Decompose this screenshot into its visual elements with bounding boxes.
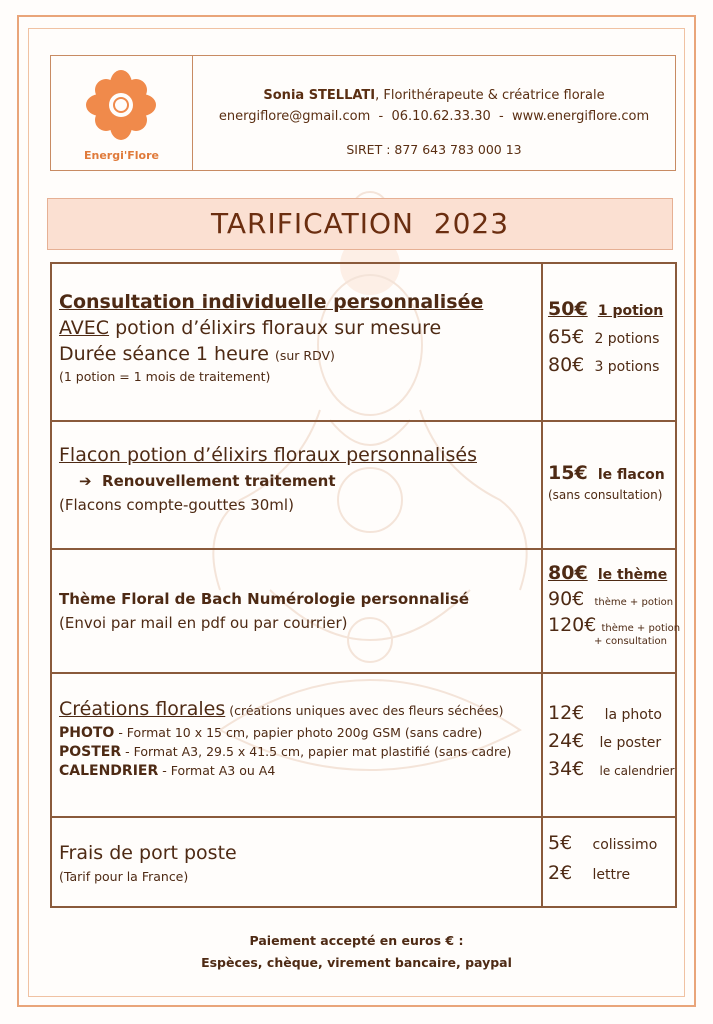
payment-line-2: Espèces, chèque, virement bancaire, paypal (201, 955, 512, 970)
table-row (51, 263, 676, 421)
price-item: 80€ 3 potions (548, 354, 660, 376)
row1-note: (1 potion = 1 mois de traitement) (59, 369, 271, 384)
row-description (51, 817, 542, 907)
table-row (51, 549, 676, 673)
row-price (542, 673, 676, 817)
contact-name: Sonia STELLATI (263, 88, 376, 103)
flower-logo-icon (61, 60, 181, 150)
row4-poster: POSTER - Format A3, 29.5 x 41.5 cm, papier mat plastifié (sans cadre) (59, 744, 512, 760)
price-item: 5€ colissimo (548, 832, 658, 854)
price-item: 65€ 2 potions (548, 326, 660, 348)
row-price (542, 421, 676, 549)
table-row (51, 673, 676, 817)
row4-title: Créations florales (créations uniques avec des fleurs séchées) (59, 698, 504, 720)
page-title: TARIFICATION 2023 (47, 198, 673, 250)
row4-photo: PHOTO - Format 10 x 15 cm, papier photo 200g GSM (sans cadre) (59, 725, 483, 741)
siret: SIRET : 877 643 783 000 13 (346, 142, 522, 157)
contact-block (193, 56, 675, 170)
contact-details: energiflore@gmail.com - 06.10.62.33.30 - www.energiflore.com (218, 109, 650, 124)
row-price (542, 549, 681, 673)
table-row (51, 817, 676, 907)
price-item: 2€ lettre (548, 862, 631, 884)
price-item: 24€ le poster (548, 730, 662, 752)
row2-title: Flacon potion d’élixirs floraux personnalisés (59, 444, 477, 466)
pricing-table (50, 262, 681, 908)
logo-text: Energi'Flore (84, 149, 159, 162)
row-description (51, 263, 542, 421)
row2-line2: ➔ Renouvellement traitement (79, 472, 336, 490)
payment-line-1: Paiement accepté en euros € : (249, 933, 464, 948)
row3-note: (Envoi par mail en pdf ou par courrier) (59, 614, 348, 632)
row1-line3: Durée séance 1 heure (sur RDV) (59, 343, 335, 365)
row-description (51, 421, 542, 549)
row5-title: Frais de port poste (59, 842, 237, 864)
price-item: 120€ thème + potion (548, 614, 681, 636)
contact-title: , Florithérapeute & créatrice florale (375, 88, 605, 103)
payment-info (0, 930, 713, 974)
row-description (51, 549, 542, 673)
row-price (542, 263, 676, 421)
price-item: 50€ 1 potion (548, 298, 664, 320)
price-item: 12€ la photo (548, 702, 662, 724)
row4-calendar: CALENDRIER - Format A3 ou A4 (59, 763, 276, 779)
row5-note: (Tarif pour la France) (59, 869, 189, 884)
row-description (51, 673, 542, 817)
header-box (50, 55, 676, 171)
row1-title: Consultation individuelle personnalisée (59, 291, 484, 313)
row-price (542, 817, 676, 907)
contact-name-line (193, 88, 675, 103)
row2-note: (Flacons compte-gouttes 30ml) (59, 496, 294, 514)
price-note: (sans consultation) (548, 488, 663, 502)
price-item: 15€ le flacon (548, 462, 665, 484)
row3-title: Thème Floral de Bach Numérologie personnalisé (59, 590, 470, 608)
table-row (51, 421, 676, 549)
arrow-icon: ➔ (79, 472, 92, 490)
price-item: 80€ le thème (548, 562, 668, 584)
price-item: 90€ thème + potion (548, 588, 674, 610)
row1-line2: AVEC potion d’élixirs floraux sur mesure (59, 317, 442, 339)
price-note: + consultation (593, 636, 667, 647)
logo (51, 56, 193, 170)
price-item: 34€ le calendrier (548, 758, 675, 780)
